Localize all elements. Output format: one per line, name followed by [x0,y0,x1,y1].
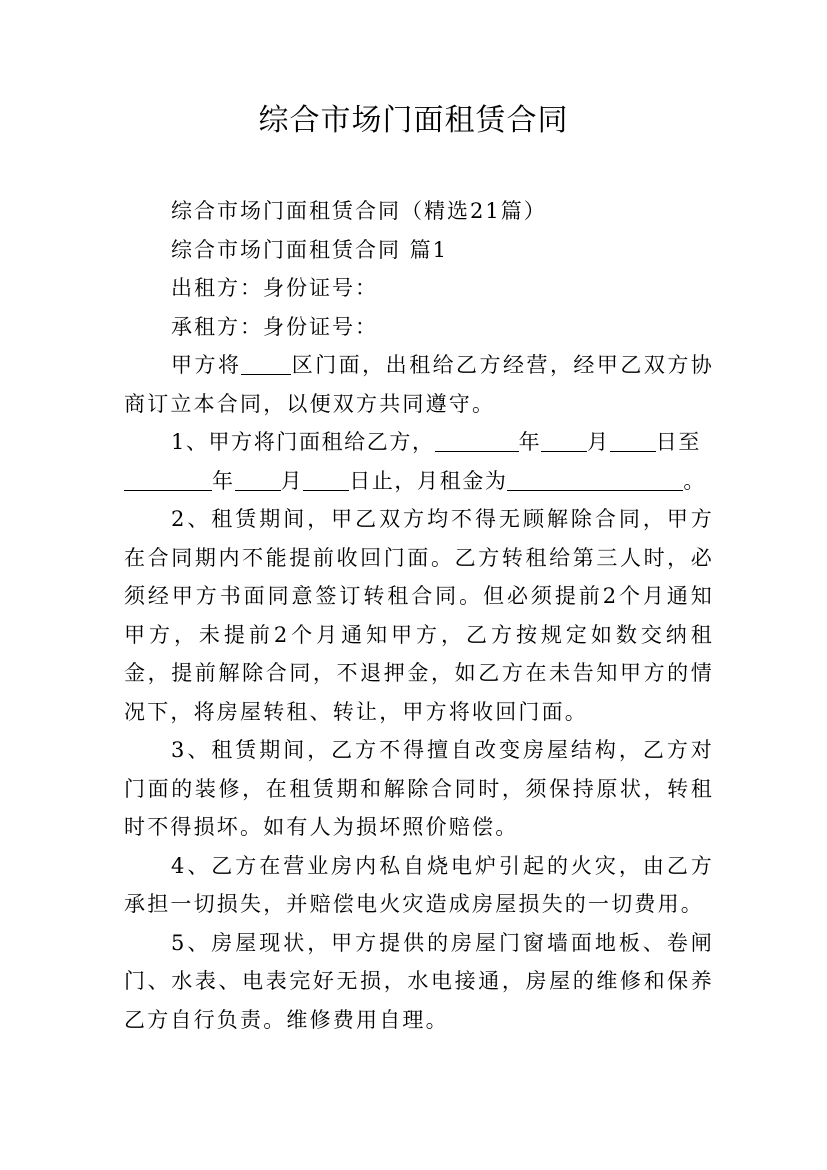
intro-paragraph [124,346,714,423]
intro-text-end: 区门面，出租给乙方经营，经甲乙双方协商订立本合同，以便双方共同遵守。 [124,353,714,416]
clause-3-paragraph: 3、租赁期间，乙方不得擅自改变房屋结构，乙方对门面的装修，在租赁期和解除合同时，须保持原状，转租时不得损坏。如有人为损坏照价赔偿。 [124,738,714,839]
clause-1-paragraph [124,423,714,500]
clause-1-text-h: 。 [683,468,707,493]
clause-1-text-c: 月 [587,430,610,454]
intro-text-start: 甲方将 [171,353,242,377]
clause-2-paragraph: 2、租赁期间，甲乙双方均不得无顾解除合同，甲方在合同期内不能提前收回门面。乙方转租给第三人时，必须经甲方书面同意签订转租合同。但必须提前2个月通知甲方，未提前2个月通知甲方，乙方按规定如数交纳租金，提前解除合同，不退押金，如乙方在未告知甲方的情况下，将房屋转租、转让，甲方将收回门面。 [124,507,714,724]
clause-1-text-g: 日止，月租金为 [349,468,508,493]
document-body [124,192,714,1039]
lessor-line: 出租方：身份证号： [171,276,378,300]
end-day-blank [303,469,349,491]
lessee-line: 承租方：身份证号： [171,314,378,339]
start-year-blank [435,430,519,452]
section-heading: 综合市场门面租赁合同 篇1 [171,237,449,262]
start-month-blank [541,430,587,452]
district-blank [241,353,291,375]
end-year-blank [124,469,212,491]
clause-1-text-d: 日至 [655,430,701,454]
clause-5-paragraph: 5、房屋现状，甲方提供的房屋门窗墙面地板、卷闸门、水表、电表完好无损，水电接通，房屋的维修和保养乙方自行负责。维修费用自理。 [124,930,714,1032]
monthly-rent-blank [507,469,683,491]
clause-1-text-b: 年 [518,430,542,454]
document-title: 综合市场门面租赁合同 [258,103,569,138]
clause-1-text-f: 月 [280,468,304,493]
end-month-blank [235,469,281,491]
start-day-blank [610,430,656,452]
clause-1-text-e: 年 [212,468,235,493]
document-subtitle: 综合市场门面租赁合同（精选21篇） [171,199,547,223]
clause-1-text-a: 1、甲方将门面租给乙方， [171,430,435,454]
clause-4-paragraph: 4、乙方在营业房内私自烧电炉引起的火灾，由乙方承担一切损失，并赔偿电火灾造成房屋损失的一切费用。 [124,853,714,916]
